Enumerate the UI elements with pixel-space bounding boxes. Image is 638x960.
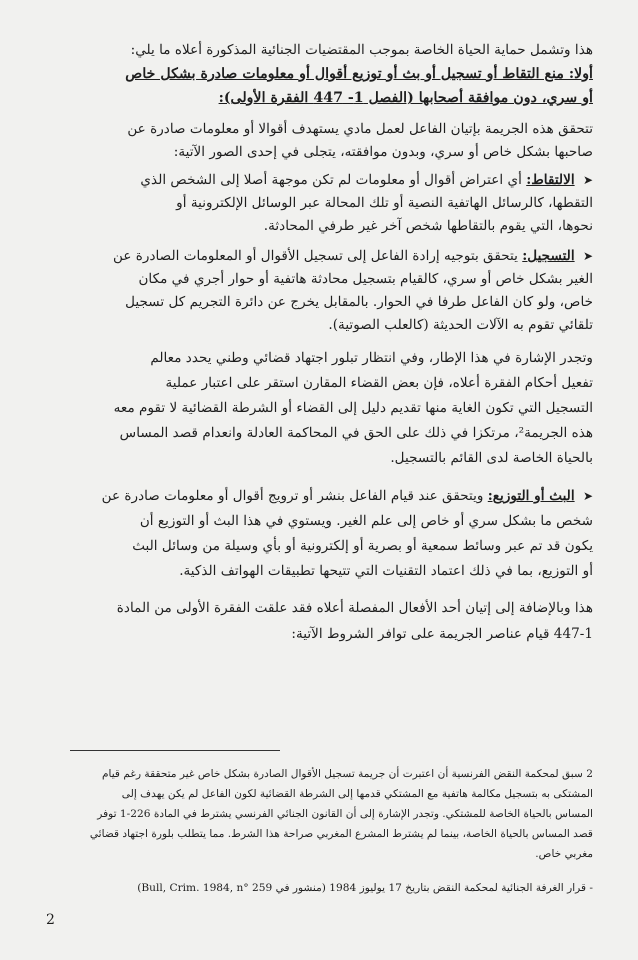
bath-term: البث أو التوزيع: [487,488,575,504]
paragraph-line: تتحقق هذه الجريمة بإتيان الفاعل لعمل مادي يستهدف أقوالا أو معلومات صادرة عن [127,121,593,137]
paragraph-line: نحوها، التي يقوم بالتقاطها شخص آخر غير طرفي المحادثة. [263,218,593,234]
footnote-line: 2 سبق لمحكمة النقض الفرنسية أن اعتبرت أن جريمة تسجيل الأقوال الصادرة بشكل خاص غير متحققة رغم قيام [101,768,593,780]
paragraph-line: التقطها، كالرسائل الهاتفية النصية أو تلك المحالة عبر الوسائل الإلكترونية أو [176,195,593,211]
paragraph-line: يكون قد تم عبر وسائط سمعية أو بصرية أو إلكترونية أو بأي وسيلة من وسائل البث [132,538,593,554]
paragraph-line: هذه الجريمة²، مرتكزا في ذلك على الحق في المحاكمة العادلة وانعدام قصد المساس [119,425,593,441]
footnote-line: قصد المساس بالحياة الخاصة، بينما لم يشترط المشرع المغربي صراحة هذا الشرط. مما يتطلب بلورة اجتهاد قضائي [89,828,593,840]
footnote-line: المساس بالحياة الخاصة للمشتكي. وتجدر الإشارة إلى أن القانون الجنائي الفرنسي يشترط في المادة 226-1 توفر [97,808,593,820]
paragraph-line: تفعيل أحكام الفقرة أعلاه، فإن بعض القضاء المقارن استقر على اعتبار عملية [165,375,593,391]
arrow-bullet-icon: ➤ [582,489,593,503]
paragraph-line: 447-1 قيام عناصر الجريمة على توافر الشروط الآتية: [291,626,593,642]
paragraph-line: أو التوزيع، بما في ذلك اعتماد التقنيات التي تتيحها تطبيقات الهواتف الذكية. [179,563,593,579]
footnote-separator [70,750,280,751]
footnote-line: مغربي خاص. [535,848,593,860]
bath-text: ويتحقق عند قيام الفاعل بنشر أو ترويج أقوال أو معلومات صادرة عن [101,488,484,504]
tasjil-item [45,246,593,266]
footnote-line: المشتكى به بتسجيل مكالمة هاتفية مع المشتكي قدمها إلى الشرطة القضائية لكون الفاعل لم يكن يهدف إلى [121,788,593,800]
paragraph-line: صاحبها بشكل خاص أو سري، وبدون موافقته، يتجلى في إحدى الصور الآتية: [173,144,593,160]
tasjil-term: التسجيل: [522,248,575,264]
section-title-line-1: أولا: منع التقاط أو تسجيل أو بث أو توزيع أقوال أو معلومات صادرة بشكل خاص [125,66,593,82]
bath-item [45,486,593,506]
arrow-bullet-icon: ➤ [582,173,593,187]
section-title-line-2: أو سري، دون موافقة أصحابها (الفصل 1- 447 الفقرة الأولى): [218,90,593,106]
intro-text: هذا وتشمل حماية الحياة الخاصة بموجب المقتضيات الجنائية المذكورة أعلاه ما يلي: [130,42,593,58]
arrow-bullet-icon: ➤ [582,249,593,263]
paragraph-line: التسجيل التي تكون الغاية منها تقديم دليل إلى القضاء أو الشرطة القضائية لا تقوم معه [113,400,593,416]
paragraph-line: وتجدر الإشارة في هذا الإطار، وفي انتظار تبلور اجتهاد قضائي وطني يحدد معالم [150,350,593,366]
paragraph-line: بالحياة الخاصة لدى القائم بالتسجيل. [390,450,593,466]
paragraph-line: الغير بشكل خاص أو سري، كالقيام بتسجيل محادثة هاتفية أو حوار أجري في مكان [138,271,593,287]
tasjil-text: يتحقق بتوجيه إرادة الفاعل إلى تسجيل الأقوال أو المعلومات الصادرة عن [113,248,518,264]
page-number: 2 [46,912,55,928]
iltiqat-term: الالتقاط: [526,172,575,188]
paragraph-line: هذا وبالإضافة إلى إتيان أحد الأفعال المفصلة أعلاه فقد علقت الفقرة الأولى من المادة [116,600,593,616]
iltiqat-text: أي اعتراض أقوال أو معلومات لم تكن موجهة أصلا إلى الشخص الذي [140,172,522,188]
footnote-reference: - قرار الغرفة الجنائية لمحكمة النقض بتاريخ 17 يوليوز 1984 (منشور في Bull, Crim. 1984, n° 259) [137,882,593,894]
paragraph-line: خاص، ولو كان الفاعل طرفا في الحوار. بالمقابل يخرج عن دائرة التجريم كل تسجيل [125,294,593,310]
paragraph-line: شخص ما بشكل سري أو خاص إلى علم الغير. ويستوي في هذا البث أو التوزيع أن [139,513,593,529]
paragraph-line: تلقائي تقوم به الآلات الحديثة (كالعلب الصوتية). [328,317,593,333]
iltiqat-item [45,170,593,190]
